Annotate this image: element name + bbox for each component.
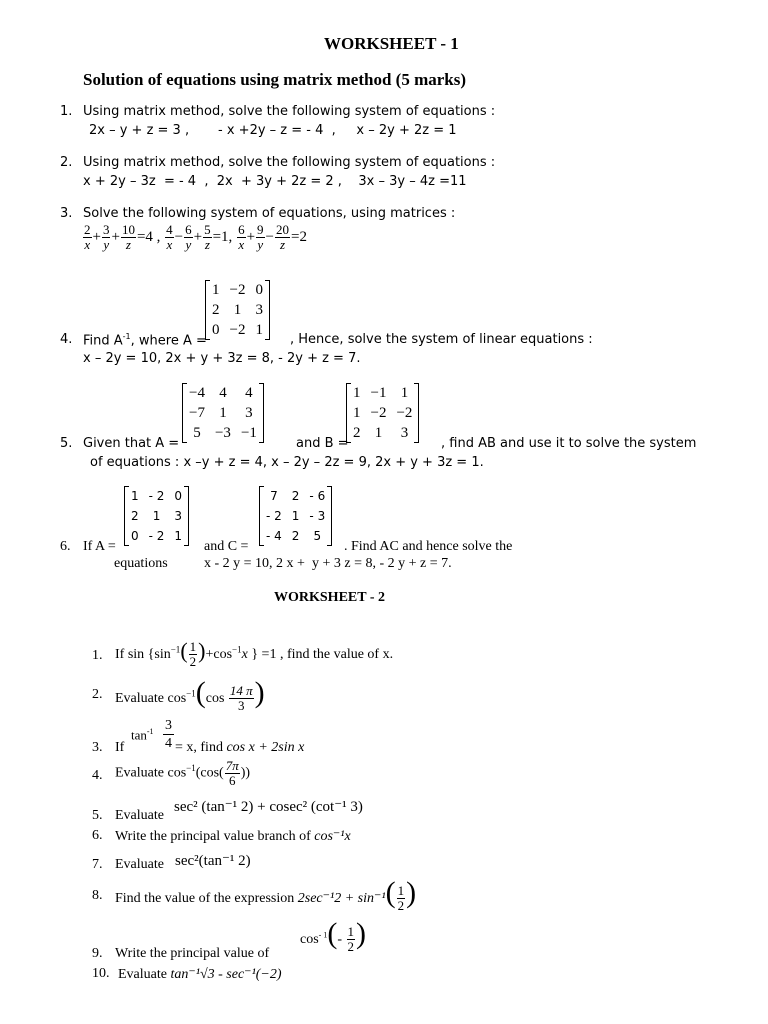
q6-text-rest: . Find AC and hence solve the xyxy=(344,539,513,554)
w2-q3-text: = x, find cos x + 2sin x xyxy=(175,740,305,755)
w2-q10-number: 10. xyxy=(92,966,110,981)
w2-q3-tan: $\tan^{-1}$ xyxy=(131,727,154,743)
w2-q4-number: 4. xyxy=(92,768,103,783)
w2-q10: Evaluate tan⁻¹√3 - sec⁻¹(−2) xyxy=(118,967,282,982)
q5-matrix-a: −4 4 4 −7 1 3 5 −3 −1 xyxy=(184,383,262,443)
w2-q2: Evaluate $\cos^{-1}(\cos$ $\frac{14 \pi}{3}$ ) xyxy=(115,676,265,714)
w2-q7-number: 7. xyxy=(92,857,103,872)
q6-matrix-a: 1 - 2 0 2 1 3 0 - 2 1 xyxy=(126,486,187,546)
q2-equations: x + 2y – 3z = - 4 , 2x + 3y + 2z = 2 , 3x – 3y – 4z =11 xyxy=(83,174,467,189)
q4-text: Find $A^{-1}$, where A = xyxy=(83,332,207,349)
q2-text: Using matrix method, solve the following system of equations : xyxy=(83,155,496,170)
q6-number: 6. xyxy=(60,539,71,554)
w2-q1-number: 1. xyxy=(92,648,103,663)
w2-q8: Find the value of the expression 2sec⁻¹2 + sin⁻¹( $\frac{1}{2}$ ) xyxy=(115,876,417,914)
q3-text: Solve the following system of equations, using matrices : xyxy=(83,206,456,221)
w2-q9-expression: $\cos^{- 1}(-$ $\frac{1}{2}$ ) xyxy=(300,917,367,955)
q5-matrix-b: 1 −1 1 1 −2 −2 2 1 3 xyxy=(348,383,417,443)
w2-q9-text: Write the principal value of xyxy=(115,946,270,961)
q6-matrix-c: 7 2 - 6 - 2 1 - 3 - 4 2 5 xyxy=(261,486,330,546)
w2-q3-number: 3. xyxy=(92,740,103,755)
q1-number: 1. xyxy=(60,104,73,119)
q5-and-b: and B = xyxy=(296,436,349,451)
q5-equations: of equations : x –y + z = 4, x – 2y – 2z = 9, 2x + y + 3z = 1. xyxy=(90,455,484,470)
w2-q7-expression: sec²(tan⁻¹ 2) xyxy=(175,853,251,869)
q3-number: 3. xyxy=(60,206,73,221)
q5-given: Given that A = xyxy=(83,436,180,451)
q3-equation-line: $\frac{2}{x}$ + $\frac{3}{y}$ + $\frac{10}{z}$ =4 , $\frac{4}{x}$ − $\frac{6}{y}$ + $\frac{5}{z}$ =1, $\frac{6}{x}$ + $\frac{9}{y}$ − $\frac{20}{z}$ =2 xyxy=(84,222,307,252)
w2-q6: Write the principal value branch of cos⁻¹x xyxy=(115,829,351,844)
w2-q1: If $\sin \{\sin^{-1}$( $\frac{1}{2}$ )$+\cos^{-1}x$ } =1 , find the value of x. xyxy=(115,638,394,670)
w2-q5-expression: sec² (tan⁻¹ 2) + cosec² (cot⁻¹ 3) xyxy=(174,799,363,815)
q4-equations: x – 2y = 10, 2x + y + 3z = 8, - 2y + z = 7. xyxy=(83,351,361,366)
w2-q9-number: 9. xyxy=(92,946,103,961)
w2-q5-number: 5. xyxy=(92,808,103,823)
q6-and-c: and C = xyxy=(204,539,249,554)
w2-q3-if: If xyxy=(115,740,125,755)
w2-q7-label: Evaluate xyxy=(115,857,164,872)
q6-if-a: If A = xyxy=(83,539,116,554)
q6-equations-label: equations xyxy=(114,556,168,571)
w2-q2-number: 2. xyxy=(92,687,103,702)
q1-text: Using matrix method, solve the following system of equations : xyxy=(83,104,496,119)
w2-q5-label: Evaluate xyxy=(115,808,164,823)
q5-number: 5. xyxy=(60,436,73,451)
q4-number: 4. xyxy=(60,332,73,347)
w2-q3-fraction: 3 4 xyxy=(165,718,172,751)
w2-q6-number: 6. xyxy=(92,828,103,843)
w2-q4: Evaluate $\cos^{-1}(\cos$( $\frac{7\pi}{6}$ )) xyxy=(115,758,251,788)
worksheet-1-subtitle: Solution of equations using matrix method (5 marks) xyxy=(83,70,467,89)
q6-equations: x - 2 y = 10, 2 x + y + 3 z = 8, - 2 y + z = 7. xyxy=(204,556,452,571)
q4-text-rest: , Hence, solve the system of linear equations : xyxy=(290,332,593,347)
w2-q8-number: 8. xyxy=(92,888,103,903)
q4-matrix-a: 1 −2 0 2 1 3 0 −2 1 xyxy=(207,280,268,340)
q1-equations: 2x – y + z = 3 , - x +2y – z = - 4 , x – 2y + 2z = 1 xyxy=(89,123,457,138)
q2-number: 2. xyxy=(60,155,73,170)
worksheet-2-title: WORKSHEET - 2 xyxy=(274,590,385,605)
q5-text-rest: , find AB and use it to solve the system xyxy=(441,436,697,451)
worksheet-1-title: WORKSHEET - 1 xyxy=(324,34,459,53)
